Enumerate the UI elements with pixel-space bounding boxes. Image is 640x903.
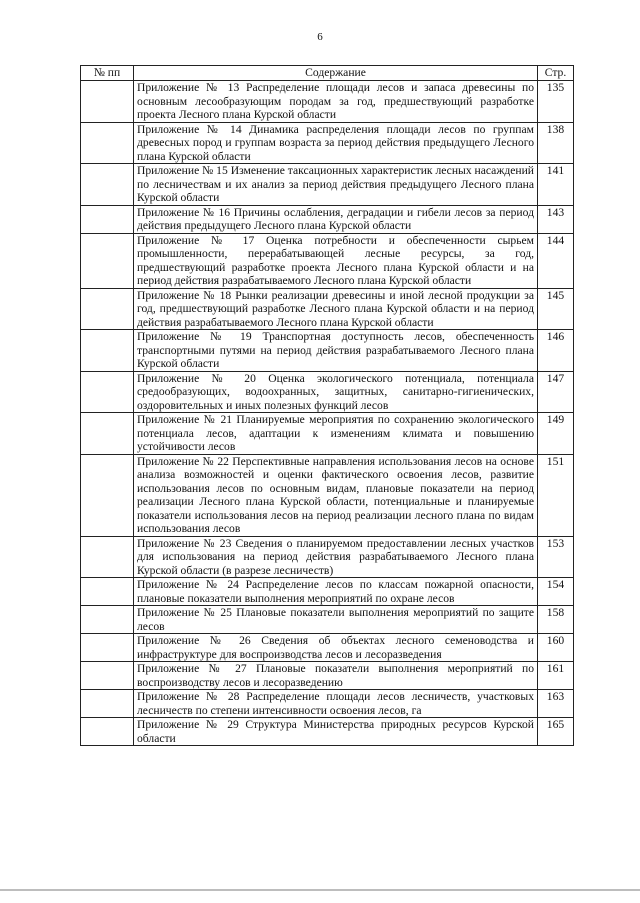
row-num [81, 205, 134, 233]
row-page: 143 [538, 205, 574, 233]
header-row [81, 66, 574, 81]
row-content: Приложение № 22 Перспективные направления использования лесов на основе анализа возможностей и оценки фактического освоения лесов, развитие использования лесов по основным видам, плановые показатели на период реализации Лесного плана Курской области, потенциальные и планируемые показатели использования лесов на период реализации лесного плана по видам использования лесов [134, 454, 538, 536]
row-num [81, 413, 134, 455]
table-row [81, 662, 574, 690]
table-row [81, 81, 574, 123]
row-page: 138 [538, 122, 574, 164]
row-page: 147 [538, 371, 574, 413]
row-page: 161 [538, 662, 574, 690]
table-row [81, 690, 574, 718]
row-content: Приложение № 29 Структура Министерства природных ресурсов Курской области [134, 718, 538, 746]
row-page: 135 [538, 81, 574, 123]
table-row [81, 122, 574, 164]
row-num [81, 81, 134, 123]
row-page: 154 [538, 578, 574, 606]
table-row [81, 164, 574, 206]
row-content: Приложение № 13 Распределение площади лесов и запаса древесины по основным лесообразующим породам за год, предшествующий разработке проекта Лесного плана Курской области [134, 81, 538, 123]
table-row [81, 718, 574, 746]
row-page: 165 [538, 718, 574, 746]
row-page: 149 [538, 413, 574, 455]
row-num [81, 288, 134, 330]
table-row [81, 413, 574, 455]
table-row [81, 578, 574, 606]
table-row [81, 330, 574, 372]
header-page: Стр. [538, 66, 574, 81]
row-page: 163 [538, 690, 574, 718]
table-row [81, 233, 574, 288]
row-content: Приложение № 17 Оценка потребности и обеспеченности сырьем промышленности, перерабатывающей лесные ресурсы, за год, предшествующий разработке проекта Лесного плана Курской области и на период действия разрабатываемого Лесного плана Курской области [134, 233, 538, 288]
row-content: Приложение № 25 Плановые показатели выполнения мероприятий по защите лесов [134, 606, 538, 634]
row-page: 144 [538, 233, 574, 288]
table-row [81, 606, 574, 634]
row-num [81, 122, 134, 164]
table-row [81, 288, 574, 330]
row-num [81, 606, 134, 634]
page-number: 6 [317, 31, 323, 43]
table-row [81, 634, 574, 662]
row-content: Приложение № 18 Рынки реализации древесины и иной лесной продукции за год, предшествующий разработке Лесного плана Курской области и на период действия разрабатываемого Лесного плана Курской области [134, 288, 538, 330]
row-content: Приложение № 19 Транспортная доступность лесов, обеспеченность транспортными путями на период действия разрабатываемого Лесного плана Курской области [134, 330, 538, 372]
header-num: № пп [81, 66, 134, 81]
row-content: Приложение № 24 Распределение лесов по классам пожарной опасности, плановые показатели выполнения мероприятий по охране лесов [134, 578, 538, 606]
row-page: 141 [538, 164, 574, 206]
row-num [81, 164, 134, 206]
row-page: 151 [538, 454, 574, 536]
row-page: 153 [538, 536, 574, 578]
contents-table [80, 65, 574, 746]
row-content: Приложение № 15 Изменение таксационных характеристик лесных насаждений по лесничествам и их анализ за период действия предыдущего Лесного плана Курской области [134, 164, 538, 206]
row-num [81, 634, 134, 662]
table-row [81, 454, 574, 536]
scan-edge-line [0, 889, 640, 891]
table-row [81, 205, 574, 233]
row-num [81, 690, 134, 718]
row-content: Приложение № 26 Сведения об объектах лесного семеноводства и инфраструктуре для воспроизводства лесов и лесоразведения [134, 634, 538, 662]
row-content: Приложение № 21 Планируемые мероприятия по сохранению экологического потенциала лесов, адаптации к изменениям климата и повышению устойчивости лесов [134, 413, 538, 455]
row-num [81, 578, 134, 606]
row-num [81, 536, 134, 578]
row-num [81, 662, 134, 690]
row-content: Приложение № 14 Динамика распределения площади лесов по группам древесных пород и группам возраста за период действия предыдущего Лесного плана Курской области [134, 122, 538, 164]
row-page: 146 [538, 330, 574, 372]
row-page: 145 [538, 288, 574, 330]
row-num [81, 718, 134, 746]
table-row [81, 371, 574, 413]
row-content: Приложение № 16 Причины ослабления, деградации и гибели лесов за период действия предыдущего Лесного плана Курской области [134, 205, 538, 233]
row-content: Приложение № 23 Сведения о планируемом предоставлении лесных участков для использования на период действия разрабатываемого Лесного плана Курской области (в разрезе лесничеств) [134, 536, 538, 578]
row-page: 158 [538, 606, 574, 634]
row-num [81, 454, 134, 536]
row-content: Приложение № 28 Распределение площади лесов лесничеств, участковых лесничеств по степени интенсивности освоения лесов, га [134, 690, 538, 718]
row-content: Приложение № 20 Оценка экологического потенциала, потенциала средообразующих, водоохранных, защитных, санитарно-гигиенических, оздоровительных и иных полезных функций лесов [134, 371, 538, 413]
table-row [81, 536, 574, 578]
row-page: 160 [538, 634, 574, 662]
row-content: Приложение № 27 Плановые показатели выполнения мероприятий по воспроизводству лесов и лесоразведению [134, 662, 538, 690]
row-num [81, 330, 134, 372]
row-num [81, 233, 134, 288]
header-content: Содержание [134, 66, 538, 81]
row-num [81, 371, 134, 413]
